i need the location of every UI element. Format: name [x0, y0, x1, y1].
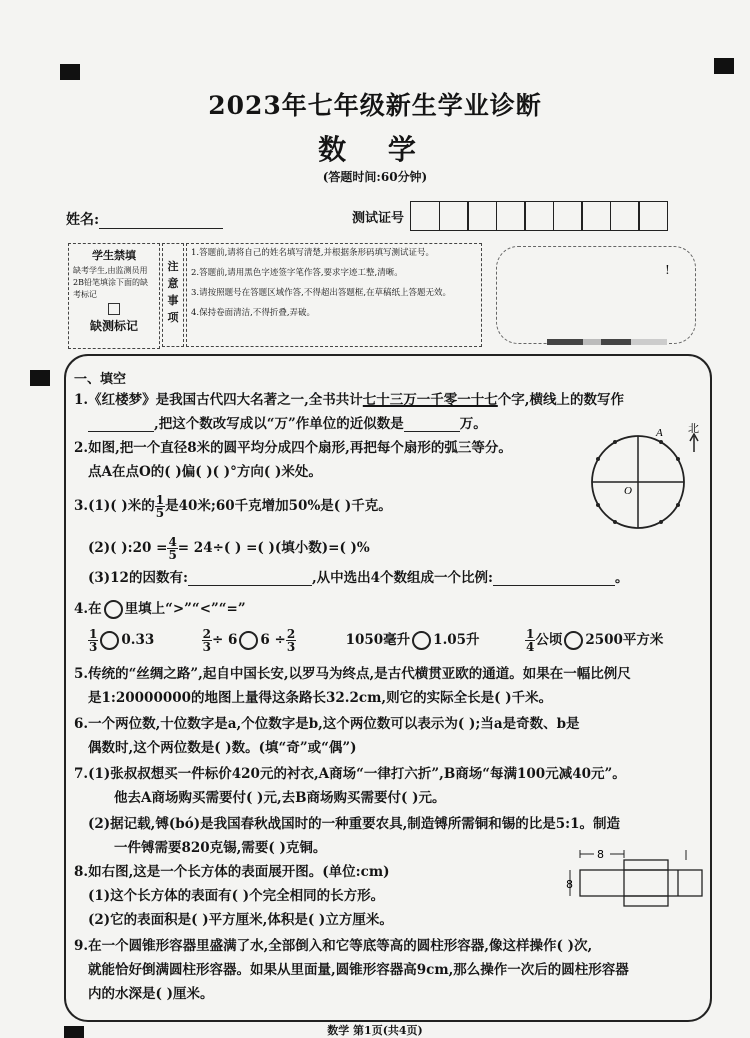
id-digit-box[interactable]: [638, 201, 668, 231]
q3-line3: (3)12的因数有: ,从中选出4个数组成一个比例: 。: [88, 570, 629, 586]
test-id-label: 测试证号: [352, 210, 405, 226]
q2-line1: 2.如图,把一个直径8米的圆平均分成四个扇形,再把每个扇形的弧三等分。: [74, 440, 512, 456]
absence-box-title: 学生禁填: [92, 249, 136, 262]
compare-circle-2[interactable]: [239, 631, 258, 650]
corner-mark-mid-left: [30, 370, 50, 386]
absence-checkbox[interactable]: [108, 303, 120, 315]
arc-point: [613, 440, 617, 444]
q7-line4: 一件镈需要820克锡,需要( )克铜。: [114, 840, 327, 856]
q6-line2: 偶数时,这个两位数是( )数。(填“奇”或“偶”): [88, 740, 357, 756]
q2-line2: 点A在点O的( )偏( )( )°方向( )米处。: [88, 464, 322, 480]
q7-line2: 他去A商场购买需要付( )元,去B商场购买需要付( )元。: [114, 790, 446, 806]
fraction-one-fifth: $\frac{1}{5}$: [155, 493, 165, 520]
q1-line2: ,把这个数改写成以“万”作单位的近似数是 万。: [88, 416, 487, 432]
time-note: (答题时间:60分钟): [322, 170, 428, 184]
name-field[interactable]: [66, 209, 223, 229]
q8-line1: 8.如右图,这是一个长方体的表面展开图。(单位:cm): [74, 864, 390, 880]
q3-line1: 3.(1)( )米的 $\frac{1}{5}$ 是40米;60千克增加50%是( )千克。: [74, 493, 392, 520]
label-a: A: [656, 427, 663, 439]
q5-line2: 是1:20000000的地图上量得这条路长32.2cm,则它的实际全长是( )千米。: [88, 690, 553, 706]
arc-point: [659, 440, 663, 444]
q7-line3: (2)据记载,镈(bó)是我国春秋战国时的一种重要农具,制造镈所需铜和锡的比是5:1。制造: [88, 816, 621, 832]
id-digit-box[interactable]: [410, 201, 440, 231]
notes-box: [186, 243, 482, 347]
name-label: 姓名:: [66, 212, 100, 228]
name-line[interactable]: [99, 214, 223, 229]
id-digit-box[interactable]: [439, 201, 469, 231]
compare-circle-4[interactable]: [564, 631, 583, 650]
absence-box-footer: 缺测标记: [89, 319, 138, 333]
q5-line1: 5.传统的“丝绸之路”,起自中国长安,以罗马为终点,是古代横贯亚欧的通道。如果在一幅比例尺: [74, 666, 631, 682]
barcode-mark: !: [665, 263, 670, 277]
q1-blank-approx[interactable]: [404, 417, 460, 432]
fraction-two-thirds: $\frac{2}{3}$: [202, 627, 212, 654]
id-digit-box[interactable]: [524, 201, 554, 231]
north-label: 北: [688, 422, 699, 435]
q9-line3: 内的水深是( )厘米。: [88, 986, 214, 1002]
fraction-one-third: $\frac{1}{3}$: [89, 627, 98, 654]
corner-mark-top-left: [60, 64, 80, 80]
note-item: 1.答题前,请将自己的姓名填写清楚,并根据条形码填写测试证号。: [191, 248, 435, 258]
compare-circle-1[interactable]: [100, 631, 119, 650]
notes-side-label: 注意事项: [162, 243, 184, 347]
fraction-two-thirds-b: $\frac{2}{3}$: [286, 627, 296, 654]
id-digit-box[interactable]: [496, 201, 526, 231]
note-item: 4.保持卷面清洁,不得折叠,弄破。: [191, 308, 316, 318]
net-bottom-face: [624, 896, 668, 906]
q1-blank-digits[interactable]: [88, 417, 154, 432]
net-length-label: 8: [597, 848, 604, 861]
fraction-four-fifths: $\frac{4}{5}$: [168, 535, 177, 562]
barcode-strip: [547, 339, 667, 345]
net-middle-strip: [580, 870, 702, 896]
exam-title: 2023年七年级新生学业诊断: [208, 91, 542, 120]
q9-line2: 就能恰好倒满圆柱形容器。如果从里面量,圆锥形容器高9cm,那么操作一次后的圆柱形容器: [88, 962, 629, 978]
note-item: 2.答题前,请用黑色字迹签字笔作答,要求字迹工整,清晰。: [191, 268, 403, 278]
q1-number-words: 七十三万一千零一十七: [362, 392, 498, 408]
q8-line3: (2)它的表面积是( )平方厘米,体积是( )立方厘米。: [88, 912, 393, 928]
id-digit-box[interactable]: [581, 201, 611, 231]
id-digit-box[interactable]: [467, 201, 497, 231]
q6-line1: 6.一个两位数,十位数字是a,个位数字是b,这个两位数可以表示为( );当a是奇数、b是: [74, 716, 580, 732]
compare-circle-icon: [104, 600, 123, 619]
cuboid-net-figure: [566, 846, 706, 918]
arc-point: [659, 520, 663, 524]
q4-line2: $\frac{1}{3}$ 0.33 $\frac{2}{3}$ ÷ 6 6 ÷ $\frac{2}{3}$ 1050毫升 1.05升 $\frac{1}{4}$ 公顷 2500平方米: [89, 627, 664, 654]
q7-line1: 7.(1)张叔叔想买一件标价420元的衬衣,A商场“一律打六折”,B商场“每满100元减40元”。: [74, 766, 626, 782]
q3-blank-factors[interactable]: [188, 571, 312, 586]
q8-line2: (1)这个长方体的表面有( )个完全相同的长方形。: [88, 888, 385, 904]
id-digit-box[interactable]: [610, 201, 640, 231]
note-item: 3.请按照题号在答题区域作答,不得超出答题框,在草稿纸上答题无效。: [191, 288, 452, 298]
net-side-label: 8: [566, 878, 573, 891]
q4-line1: 4.在 里填上“>”“<”“=”: [74, 601, 246, 617]
absence-box-text: 缺考学生,由监测员用2B铅笔填涂下面的缺考标记: [73, 266, 148, 299]
label-o: O: [624, 485, 632, 497]
arc-point: [596, 457, 600, 461]
net-top-face: [624, 860, 668, 870]
page-footer: 数学 第1页(共4页): [327, 1024, 423, 1037]
arc-point: [676, 457, 680, 461]
q3-blank-proportion[interactable]: [493, 571, 615, 586]
corner-mark-top-right: [714, 58, 734, 74]
id-digit-box[interactable]: [553, 201, 583, 231]
test-id-field[interactable]: [352, 201, 668, 231]
arc-point: [613, 520, 617, 524]
compare-circle-3[interactable]: [412, 631, 431, 650]
arc-point: [596, 503, 600, 507]
exam-subject: 数 学: [318, 133, 432, 166]
absence-box: [68, 243, 160, 349]
section-title: 一、填空: [74, 372, 127, 387]
arc-point: [676, 503, 680, 507]
q1-line1: 1.《红楼梦》是我国古代四大名著之一,全书共计七十三万一千零一十七个字,横线上的数写作: [74, 392, 624, 408]
q3-line2: (2)( ):20 = $\frac{4}{5}$ = 24÷( ) =( )(填小数)=( )%: [88, 535, 370, 562]
q9-line1: 9.在一个圆锥形容器里盛满了水,全部倒入和它等底等高的圆柱形容器,像这样操作( )次,: [74, 938, 593, 954]
fraction-one-quarter: $\frac{1}{4}$: [525, 627, 535, 654]
circle-figure: [588, 422, 708, 532]
barcode-area: [496, 246, 696, 344]
